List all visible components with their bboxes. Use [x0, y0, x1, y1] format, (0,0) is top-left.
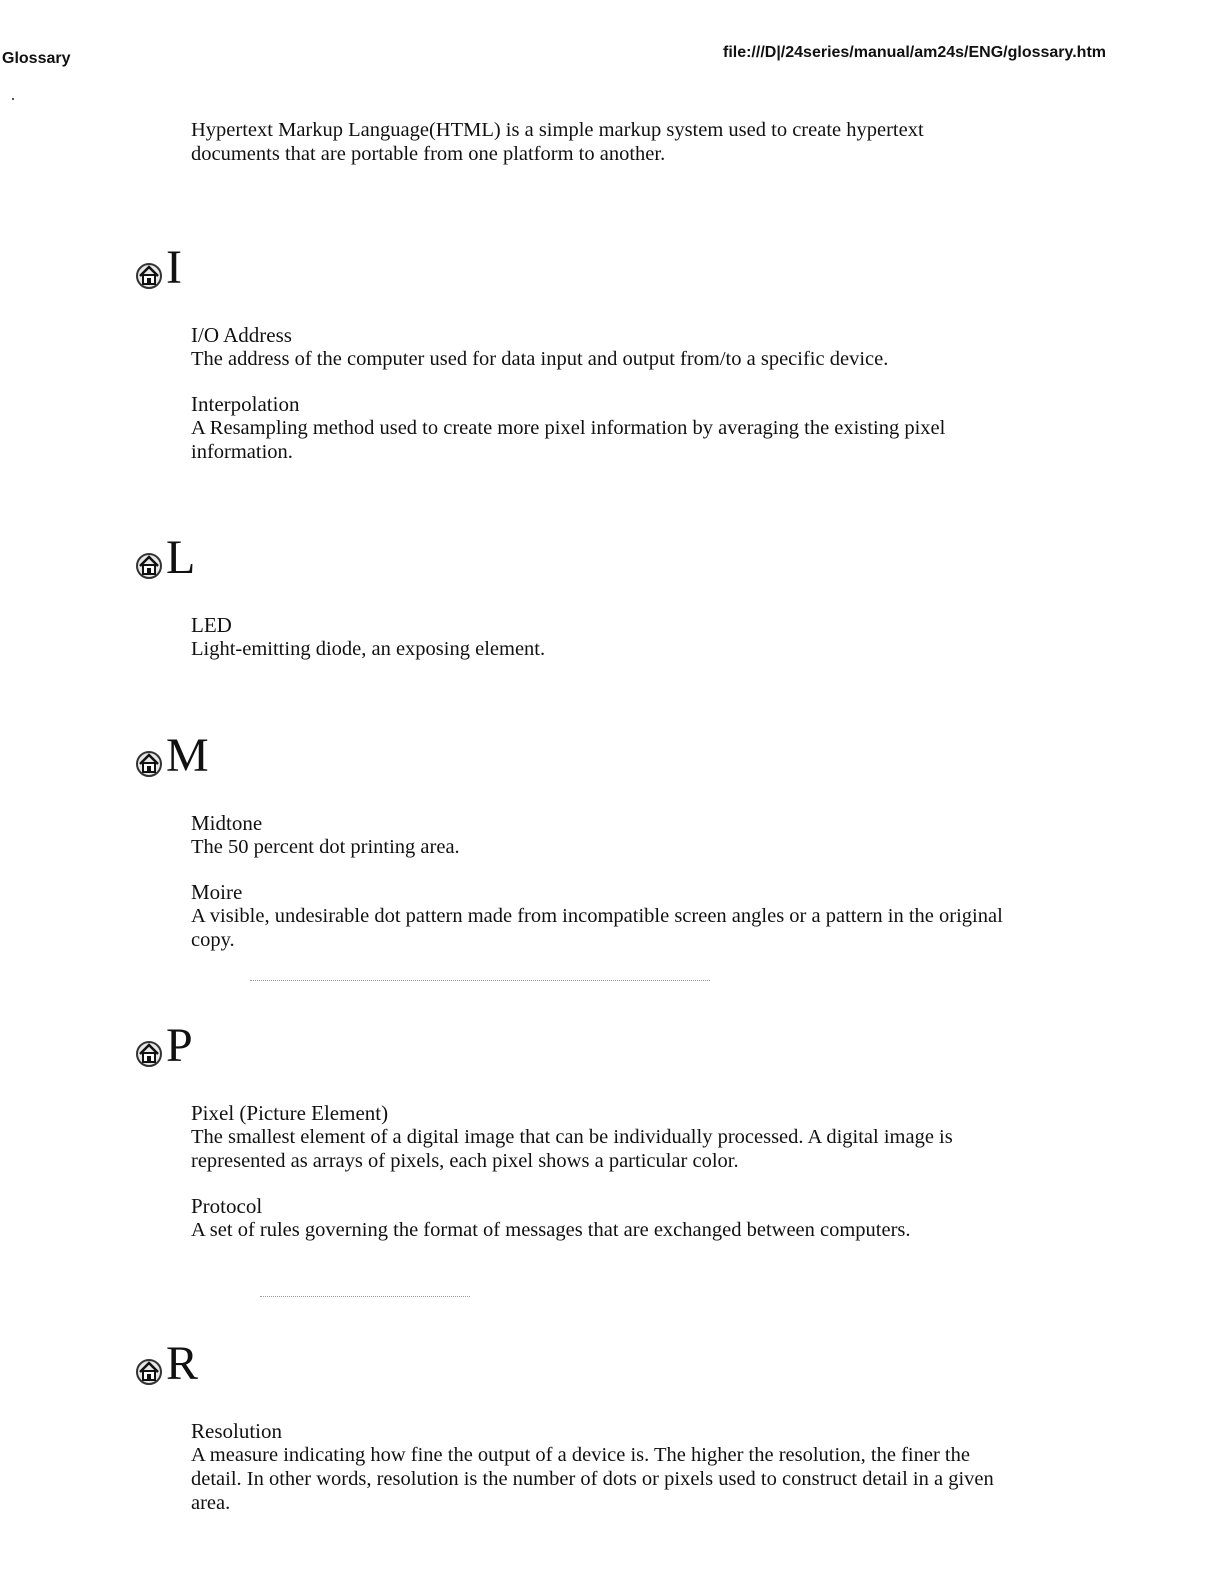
glossary-entry — [191, 614, 1012, 661]
entry-term: LED — [191, 613, 232, 637]
section-letter: P — [166, 1019, 193, 1072]
entry-term: Resolution — [191, 1419, 283, 1443]
section-letter: R — [166, 1337, 199, 1390]
entry-definition: The smallest element of a digital image that can be individually processed. A digital image is represented as arrays of pixels, each pixel shows a particular color. — [191, 1126, 953, 1172]
glossary-entry — [191, 1102, 1012, 1173]
entry-list — [191, 1420, 1012, 1515]
entry-definition: A visible, undesirable dot pattern made from incompatible screen angles or a pattern in the original copy. — [191, 905, 1003, 951]
print-header — [0, 44, 1224, 72]
scan-speck — [12, 98, 14, 100]
home-icon[interactable] — [134, 748, 164, 778]
letter-heading — [132, 522, 1012, 582]
letter-heading — [132, 720, 1012, 780]
letter-heading — [132, 1010, 1012, 1070]
entry-definition: The address of the computer used for data input and output from/to a specific device. — [191, 348, 889, 370]
section-letter: L — [166, 531, 196, 584]
home-icon[interactable] — [134, 550, 164, 580]
section-r — [132, 1328, 1012, 1537]
intro-definition: Hypertext Markup Language(HTML) is a simple markup system used to create hypertext documents that are portable from one platform to another. — [191, 119, 924, 165]
glossary-entry — [191, 1420, 1012, 1515]
glossary-entry — [191, 393, 1012, 464]
section-i — [132, 232, 1012, 486]
glossary-entry — [191, 812, 1012, 859]
entry-list — [191, 324, 1012, 464]
entry-term: Pixel (Picture Element) — [191, 1101, 389, 1125]
entry-term: I/O Address — [191, 323, 292, 347]
glossary-entry — [191, 1195, 1012, 1242]
section-p — [132, 1010, 1012, 1264]
section-l — [132, 522, 1012, 683]
entry-list — [191, 812, 1012, 952]
page-url: file:///D|/24series/manual/am24s/ENG/glossary.htm — [722, 44, 1106, 61]
letter-heading — [132, 232, 1012, 292]
entry-definition: A Resampling method used to create more pixel information by averaging the existing pixel information. — [191, 417, 946, 463]
entry-list — [191, 614, 1012, 661]
glossary-entry — [191, 324, 1012, 371]
entry-term: Interpolation — [191, 392, 300, 416]
section-letter: I — [166, 241, 182, 294]
glossary-entry — [191, 881, 1012, 952]
entry-definition: The 50 percent dot printing area. — [191, 836, 460, 858]
entry-definition: Light-emitting diode, an exposing element. — [191, 638, 546, 660]
entry-list — [191, 1102, 1012, 1242]
home-icon[interactable] — [134, 1356, 164, 1386]
section-m — [132, 720, 1012, 974]
home-icon[interactable] — [134, 260, 164, 290]
entry-term: Moire — [191, 880, 243, 904]
page-title: Glossary — [2, 50, 71, 67]
entry-term: Protocol — [191, 1194, 263, 1218]
entry-definition: A measure indicating how fine the output of a device is. The higher the resolution, the finer the detail. In other words, resolution is the number of dots or pixels used to construct detail in a given area. — [191, 1444, 994, 1514]
scan-artifact-line — [250, 980, 710, 982]
entry-term: Midtone — [191, 811, 263, 835]
letter-heading — [132, 1328, 1012, 1388]
section-letter: M — [166, 729, 209, 782]
home-icon[interactable] — [134, 1038, 164, 1068]
entry-definition: A set of rules governing the format of messages that are exchanged between computers. — [191, 1219, 911, 1241]
scan-artifact-line — [260, 1296, 470, 1298]
